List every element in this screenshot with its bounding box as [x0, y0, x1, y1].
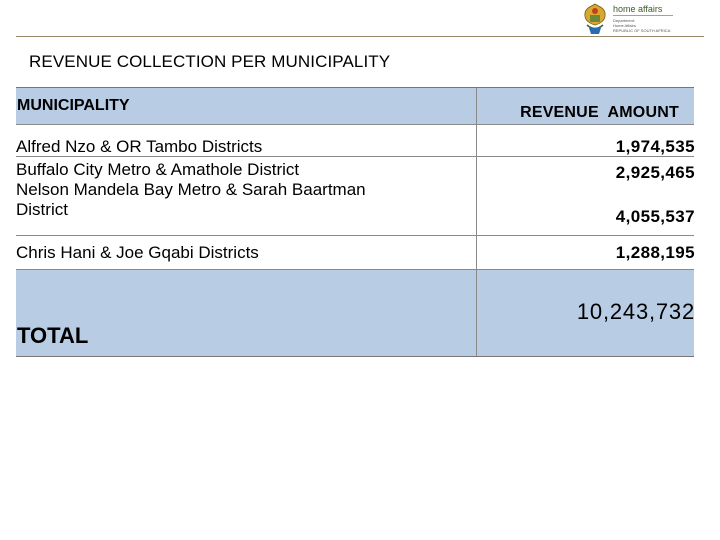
header-divider — [16, 36, 704, 37]
logo-sub-3: REPUBLIC OF SOUTH AFRICA — [613, 28, 671, 33]
municipality-cell: Alfred Nzo & OR Tambo Districts — [16, 137, 263, 156]
amount-cell: 1,974,535 — [476, 125, 695, 156]
revenue-table — [16, 87, 694, 357]
coat-of-arms-icon — [580, 2, 610, 36]
municipality-cell — [16, 157, 476, 235]
column-header-municipality: MUNICIPALITY — [17, 97, 130, 114]
table-total-row — [16, 269, 694, 356]
logo-sub-1: Department: — [613, 18, 636, 23]
table-row — [16, 124, 694, 156]
municipality-line: District — [16, 200, 68, 219]
column-header-revenue-amount — [476, 88, 694, 124]
table-header-row — [16, 88, 694, 124]
total-label: TOTAL — [17, 323, 89, 348]
table-row — [16, 235, 694, 269]
amount-value: 2,925,465 — [615, 163, 695, 182]
page-title: REVENUE COLLECTION PER MUNICIPALITY — [29, 52, 391, 71]
logo-divider — [613, 15, 673, 16]
municipality-line: Nelson Mandela Bay Metro & Sarah Baartman — [16, 180, 366, 199]
municipality-line: Buffalo City Metro & Amathole District — [16, 160, 300, 179]
column-header-revenue-amount-label: REVENUE AMOUNT — [520, 104, 679, 121]
total-amount-cell — [476, 270, 695, 356]
amount-cell: 1,288,195 — [476, 236, 695, 269]
logo-brand-text: home affairs — [613, 4, 663, 14]
home-affairs-logo — [580, 2, 700, 36]
total-label-cell — [16, 270, 476, 356]
amount-cell — [476, 157, 695, 235]
table-row — [16, 156, 694, 235]
municipality-cell: Chris Hani & Joe Gqabi Districts — [16, 243, 259, 262]
logo-sub-2: Home Affairs — [613, 23, 636, 28]
amount-value: 4,055,537 — [615, 207, 695, 226]
total-amount: 10,243,732 — [576, 299, 695, 324]
